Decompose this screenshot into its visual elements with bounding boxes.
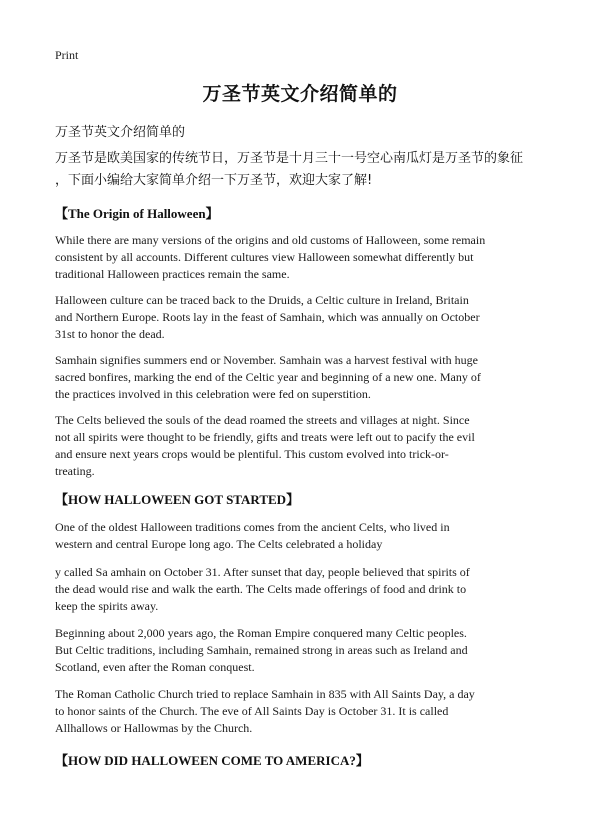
section-heading-america: 【HOW DID HALLOWEEN COME TO AMERICA?】 <box>55 753 369 768</box>
paragraph: One of the oldest Halloween traditions comes from the ancient Celts, who lived in western and central Europe long ago. The Celts celebrated a holiday <box>55 520 450 551</box>
paragraph: Beginning about 2,000 years ago, the Roman Empire conquered many Celtic peoples. But Celtic traditions, including Samhain, remained strong in areas such as Ireland and Scotland, even after the Roman conquest. <box>55 626 468 674</box>
paragraph: The Roman Catholic Church tried to replace Samhain in 835 with All Saints Day, a day to honor saints of the Church. The eve of All Saints Day is October 31. It is called Allhallows or Hallowmas by the Church. <box>55 687 475 735</box>
print-link[interactable]: Print <box>55 48 79 62</box>
section-heading-origin: 【The Origin of Halloween】 <box>55 206 219 221</box>
intro-paragraph: 万圣节是欧美国家的传统节日，万圣节是十月三十一号空心南瓜灯是万圣节的象征 ，下面小编给大家简单介绍一下万圣节，欢迎大家了解! <box>55 151 524 188</box>
paragraph: Samhain signifies summers end or November. Samhain was a harvest festival with huge sacred bonfires, marking the end of the Celtic year and beginning of a new one. Many of the practices involved in this celebration were fed on superstition. <box>55 353 481 401</box>
paragraph: y called Sa amhain on October 31. After sunset that day, people believed that spirits of the dead would rise and walk the earth. The Celts made offerings of food and drink to keep the spirits away. <box>55 565 470 613</box>
section-heading-started: 【HOW HALLOWEEN GOT STARTED】 <box>55 492 300 507</box>
page-title: 万圣节英文介绍简单的 <box>202 83 398 105</box>
paragraph: While there are many versions of the origins and old customs of Halloween, some remain consistent by all accounts. Different cultures view Halloween somewhat differently but traditional Halloween practices remain the same. <box>55 233 486 281</box>
paragraph: The Celts believed the souls of the dead roamed the streets and villages at night. Since not all spirits were thought to be friendly, gifts and treats were left out to pacify the evil and ensure next years crops would be plentiful. This custom evolved into trick-or- treating. <box>55 413 475 478</box>
paragraph: Halloween culture can be traced back to the Druids, a Celtic culture in Ireland, Britain and Northern Europe. Roots lay in the feast of Samhain, which was annually on October 31st to honor the dead. <box>55 293 480 341</box>
page-subtitle: 万圣节英文介绍简单的 <box>55 125 186 140</box>
